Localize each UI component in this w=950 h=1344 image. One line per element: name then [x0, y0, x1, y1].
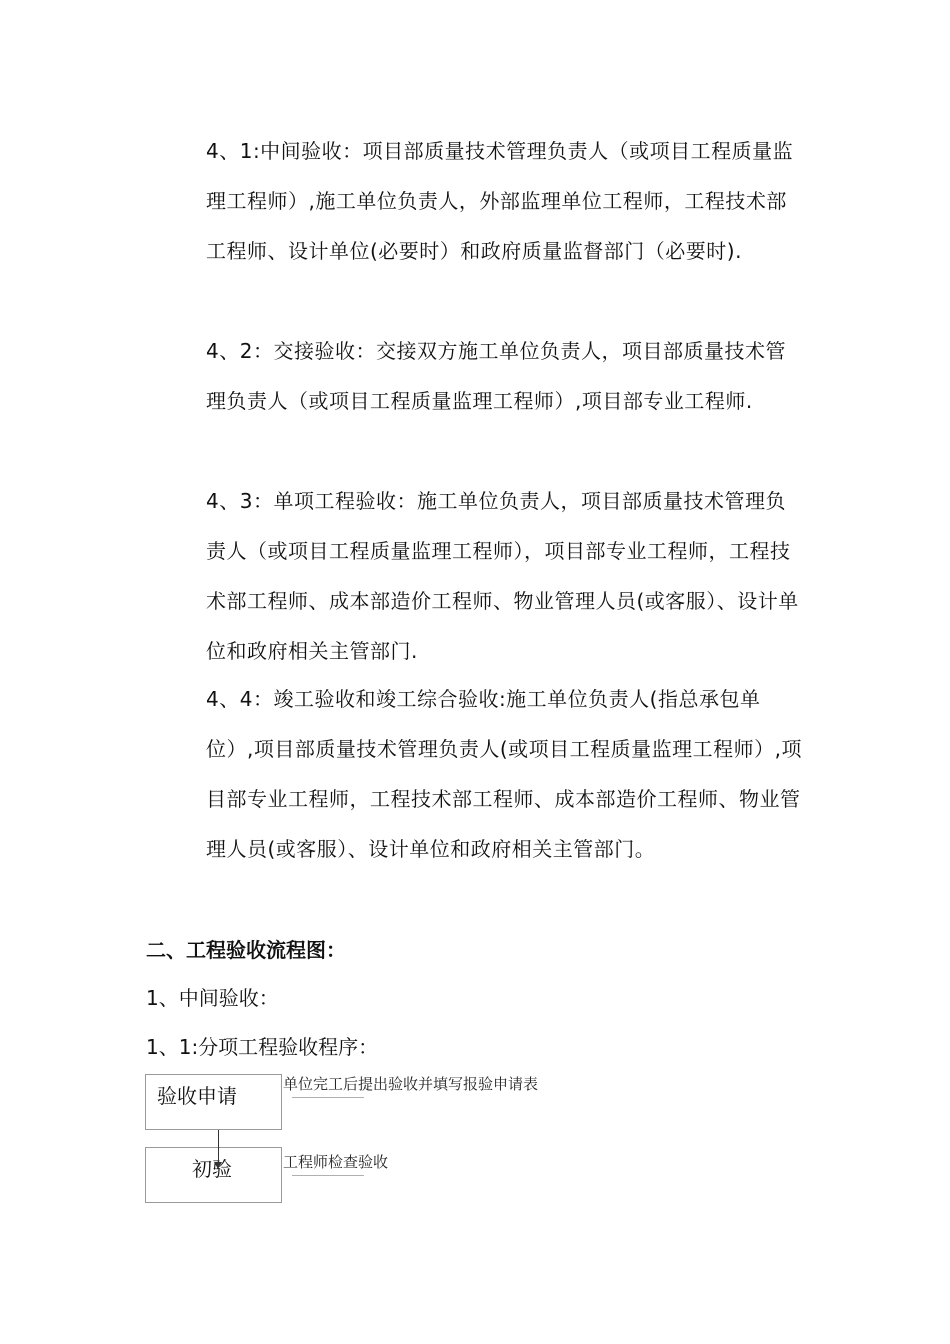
flow-arrow-head-icon	[214, 1162, 222, 1169]
sub-heading-procedure: 1、1:分项工程验收程序：	[146, 1035, 379, 1059]
flow-step-label: 初验	[192, 1157, 232, 1181]
paragraph-4-4: 4、4：竣工验收和竣工综合验收:施工单位负责人(指总承包单位）,项目部质量技术管理负责人(或项目工程质量监理工程师）,项目部专业工程师，工程技术部工程师、成本部造价工程师、物业管理人员(或客服）、设计单位和政府相关主管部门。	[206, 687, 803, 861]
paragraph-4-1: 4、1:中间验收：项目部质量技术管理负责人（或项目工程质量监理工程师）,施工单位负责人，外部监理单位工程师，工程技术部工程师、设计单位(必要时）和政府质量监督部门（必要时).	[206, 139, 794, 263]
paragraph-4-3: 4、3：单项工程验收：施工单位负责人，项目部质量技术管理负责人（或项目工程质量监理工程师），项目部专业工程师，工程技术部工程师、成本部造价工程师、物业管理人员(或客服）、设计单位和政府相关主管部门.	[206, 489, 799, 663]
note-connector-line	[292, 1175, 364, 1176]
note-connector-line	[292, 1097, 364, 1098]
flow-step-box	[145, 1074, 282, 1130]
sub-heading-intermediate: 1、中间验收：	[146, 986, 279, 1010]
flow-step-note: 单位完工后提出验收并填写报验申请表	[283, 1075, 539, 1093]
flow-step-label: 验收申请	[157, 1084, 237, 1108]
flow-step-note: 工程师检查验收	[283, 1153, 389, 1171]
section-title: 二、工程验收流程图：	[146, 938, 346, 962]
flow-step-box	[145, 1147, 282, 1203]
paragraph-4-2: 4、2：交接验收：交接双方施工单位负责人，项目部质量技术管理负责人（或项目工程质量监理工程师）,项目部专业工程师.	[206, 339, 786, 413]
flow-arrow-line	[218, 1130, 219, 1163]
